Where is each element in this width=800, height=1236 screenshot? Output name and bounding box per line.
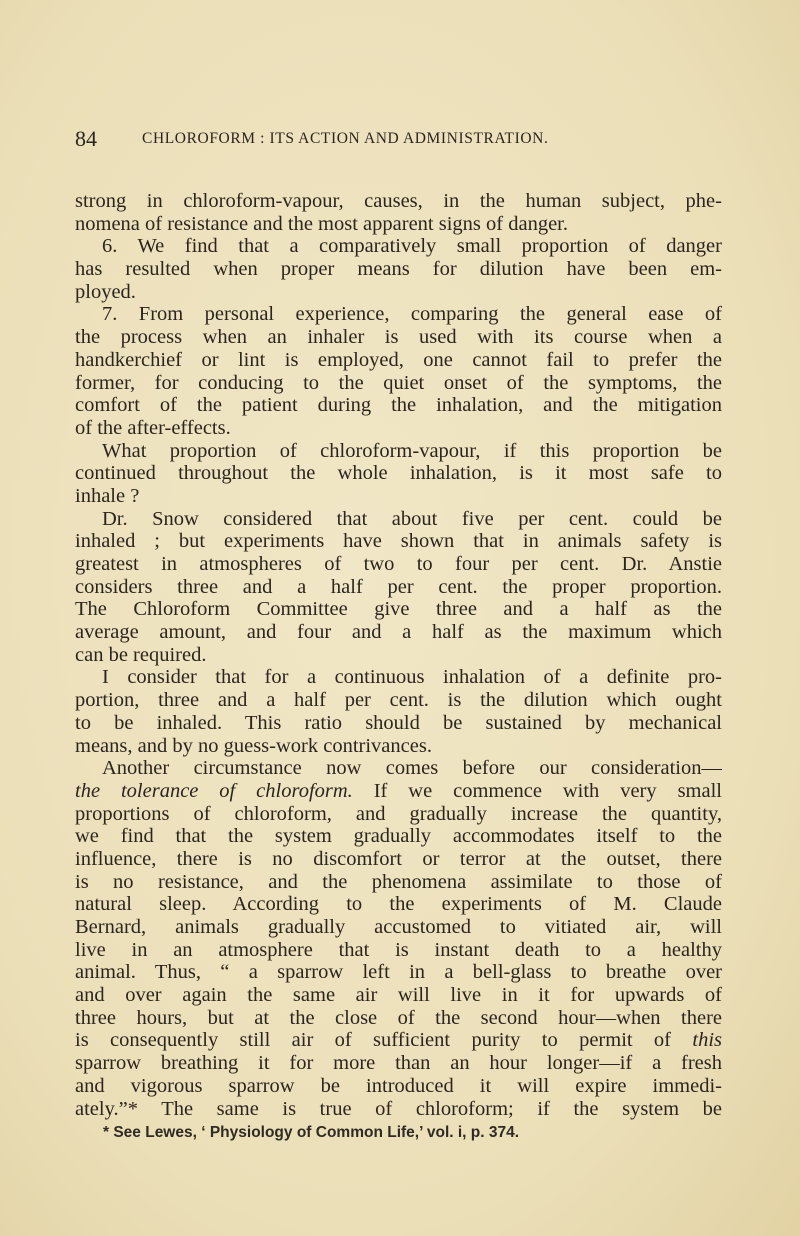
line-text: If we commence with very small xyxy=(352,779,722,802)
text-line xyxy=(75,735,722,758)
line-text: ployed. xyxy=(75,280,136,303)
line-text: What proportion of chloroform-vapour, if this proportion be xyxy=(102,439,722,462)
text-line xyxy=(75,939,722,962)
text-line xyxy=(75,349,722,372)
line-text: handkerchief or lint is employed, one cannot fail to prefer the xyxy=(75,348,722,371)
line-text: The Chloroform Committee give three and a half as the xyxy=(75,598,722,621)
line-text: greatest in atmospheres of two to four per cent. Dr. Anstie xyxy=(75,553,722,575)
line-text: to be inhaled. This ratio should be sustained by mechanical xyxy=(75,711,722,734)
line-text: comfort of the patient during the inhalation, and the mitigation xyxy=(75,394,722,417)
text-line xyxy=(75,689,722,712)
text-line xyxy=(75,258,722,281)
line-text: portion, three and a half per cent. is the dilution which ought xyxy=(75,689,722,712)
text-line xyxy=(75,621,722,644)
text-line xyxy=(75,1052,722,1075)
text-line xyxy=(75,780,722,803)
line-text: nomena of resistance and the most apparent signs of danger. xyxy=(75,212,568,235)
text-line xyxy=(75,303,722,326)
text-line xyxy=(75,848,722,871)
line-text: Another circumstance now comes before our consideration— xyxy=(102,757,722,780)
text-line xyxy=(75,576,722,599)
text-line xyxy=(75,508,722,531)
line-text: three hours, but at the close of the second hour—when there xyxy=(75,1006,722,1029)
line-text: we find that the system gradually accommodates itself to the xyxy=(75,825,722,848)
text-line xyxy=(75,281,722,304)
footnote: * See Lewes, ‘ Physiology of Common Life,’ vol. i, p. 374. xyxy=(103,1124,520,1141)
line-text: natural sleep. According to the experiments of M. Claude xyxy=(75,893,722,916)
line-text: Bernard, animals gradually accustomed to vitiated air, will xyxy=(75,916,722,938)
line-text: proportions of chloroform, and gradually increase the quantity, xyxy=(75,802,722,825)
text-line xyxy=(75,326,722,349)
line-text: and vigorous sparrow be introduced it will expire immedi- xyxy=(75,1074,722,1097)
line-text: is consequently still air of sufficient purity to permit of xyxy=(75,1029,693,1052)
line-text: inhale ? xyxy=(75,484,140,507)
text-line xyxy=(75,1029,722,1052)
line-text: and over again the same air will live in it for upwards of xyxy=(75,984,722,1007)
text-line xyxy=(75,372,722,395)
italic-text: the tolerance of chloroform. xyxy=(75,779,353,802)
line-text: sparrow breathing it for more than an hour longer—if a fresh xyxy=(75,1052,722,1075)
line-text: continued throughout the whole inhalation, is it most safe to xyxy=(75,462,722,485)
text-line xyxy=(75,1075,722,1098)
line-text: the process when an inhaler is used with its course when a xyxy=(75,326,722,349)
text-line xyxy=(75,417,722,440)
line-text: of the after-effects. xyxy=(75,416,231,439)
line-text: 7. From personal experience, comparing the general ease of xyxy=(102,303,722,326)
text-line xyxy=(75,666,722,689)
text-line xyxy=(75,961,722,984)
body-text xyxy=(75,190,722,1120)
line-text: is no resistance, and the phenomena assimilate to those of xyxy=(75,870,722,893)
line-text: considers three and a half per cent. the proper proportion. xyxy=(75,575,722,598)
line-text: former, for conducing to the quiet onset of the symptoms, the xyxy=(75,371,722,394)
text-line xyxy=(75,462,722,485)
running-header xyxy=(75,126,735,154)
line-text: animal. Thus, “ a sparrow left in a bell-glass to breathe over xyxy=(75,961,722,984)
page-number: 84 xyxy=(75,126,97,151)
text-line xyxy=(75,1098,722,1121)
line-text: I consider that for a continuous inhalation of a definite pro- xyxy=(102,666,722,689)
text-line xyxy=(75,916,722,939)
text-line xyxy=(75,757,722,780)
line-text: can be required. xyxy=(75,643,207,666)
text-line xyxy=(75,394,722,417)
text-line xyxy=(75,190,722,213)
text-line xyxy=(75,984,722,1007)
line-text: has resulted when proper means for dilution have been em- xyxy=(75,258,722,281)
text-line xyxy=(75,825,722,848)
text-line xyxy=(75,712,722,735)
line-text: 6. We find that a comparatively small proportion of danger xyxy=(102,235,722,258)
line-text: ately.”* The same is true of chloroform; if the system be xyxy=(75,1097,722,1120)
text-line xyxy=(75,803,722,826)
line-text: influence, there is no discomfort or terror at the outset, there xyxy=(75,847,722,870)
line-text: means, and by no guess-work contrivances. xyxy=(75,734,432,757)
line-text: inhaled ; but experiments have shown that in animals safety is xyxy=(75,530,722,553)
text-line xyxy=(75,644,722,667)
text-line xyxy=(75,485,722,508)
italic-text: this xyxy=(692,1029,722,1052)
text-line xyxy=(75,598,722,621)
text-line xyxy=(75,440,722,463)
text-line xyxy=(75,213,722,236)
text-line xyxy=(75,893,722,916)
text-line xyxy=(75,235,722,258)
line-text: strong in chloroform-vapour, causes, in the human subject, phe- xyxy=(75,190,722,212)
text-line xyxy=(75,1007,722,1030)
text-line xyxy=(75,871,722,894)
line-text: Dr. Snow considered that about five per cent. could be xyxy=(102,507,722,530)
line-text: average amount, and four and a half as the maximum which xyxy=(75,621,722,644)
text-line xyxy=(75,530,722,553)
text-line xyxy=(75,553,722,576)
running-title: CHLOROFORM : ITS ACTION AND ADMINISTRATION. xyxy=(142,130,549,147)
line-text: live in an atmosphere that is instant death to a healthy xyxy=(75,938,722,961)
